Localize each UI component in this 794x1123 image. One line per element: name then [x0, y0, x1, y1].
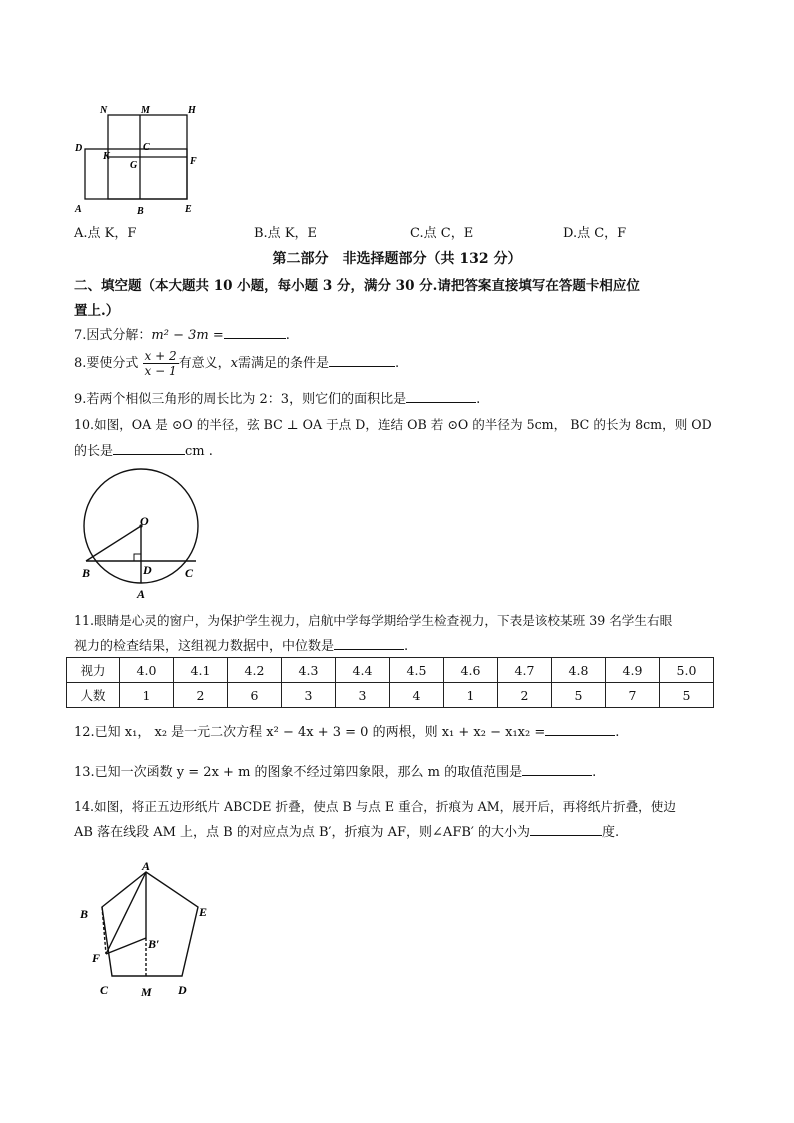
q10-radius-ob — [86, 526, 141, 561]
q13-text: 13.已知一次函数 y = 2x + m 的图象不经过第四象限，那么 m 的取值范围是 — [74, 765, 523, 780]
q8-fraction — [143, 349, 179, 378]
table-cell: 6 — [228, 683, 282, 708]
table-cell: 4.7 — [498, 658, 552, 683]
q14-answer-blank[interactable] — [530, 823, 602, 836]
q14-label-f: F — [92, 951, 101, 965]
q10-line2-suffix: cm . — [185, 444, 213, 459]
q7-prefix: 7.因式分解： — [74, 328, 152, 343]
q6-label-f: F — [190, 156, 197, 167]
table-row-vision — [67, 658, 714, 683]
q6-option-c[interactable]: C.点 C，E — [410, 226, 474, 241]
table-row-counts — [67, 683, 714, 708]
table-cell: 2 — [174, 683, 228, 708]
table-cell: 4.0 — [120, 658, 174, 683]
q11-line2-suffix: . — [404, 639, 409, 654]
q6-label-n: N — [100, 105, 108, 116]
q7-expr: m² − 3m = — [151, 328, 224, 343]
q7-answer-blank[interactable] — [224, 326, 286, 339]
q14-label-a: A — [142, 859, 151, 873]
q6-label-m: M — [141, 105, 150, 116]
q9-answer-blank[interactable] — [406, 390, 476, 403]
table-cell: 4.6 — [444, 658, 498, 683]
q6-label-a: A — [75, 204, 82, 215]
question-8 — [74, 349, 399, 378]
q10-circle-figure — [76, 460, 206, 605]
table-cell: 4.2 — [228, 658, 282, 683]
q11-answer-blank[interactable] — [334, 637, 404, 650]
q14-pentagon — [102, 872, 198, 976]
question-9 — [74, 390, 480, 409]
q14-label-b-prime: B′ — [148, 937, 160, 951]
table-cell: 4.9 — [606, 658, 660, 683]
question-14-line2 — [74, 823, 619, 842]
q6-label-e: E — [185, 204, 192, 215]
question-11-line1: 11.眼睛是心灵的窗户，为保护学生视力，启航中学每学期给学生检查视力，下表是该校某班 39 名学生右眼 — [74, 613, 673, 628]
q8-var: x — [230, 356, 238, 371]
q11-vision-table — [66, 657, 714, 708]
q12-text: 12.已知 x₁， x₂ 是一元二次方程 x² − 4x + 3 = 0 的两根，则 x₁ + x₂ − x₁x₂ = — [74, 725, 546, 740]
q6-label-k: K — [103, 151, 110, 162]
q6-figure — [70, 100, 210, 220]
q7-suffix: . — [285, 328, 290, 343]
q14-pentagon-figure — [74, 852, 224, 1002]
part-title: 第二部分 非选择题部分（共 132 分） — [272, 251, 522, 267]
q8-tail: 需满足的条件是 — [238, 356, 330, 371]
section-heading-line2: 置上.） — [74, 303, 120, 319]
section-heading-line1: 二、填空题（本大题共 10 小题，每小题 3 分，满分 30 分.请把答案直接填写在答题卡相应位 — [74, 278, 640, 294]
table-cell: 4.5 — [390, 658, 444, 683]
q14-label-b: B — [80, 907, 89, 921]
table-cell: 1 — [444, 683, 498, 708]
q6-label-h: H — [188, 105, 196, 116]
q10-label-b: B — [82, 566, 91, 580]
q10-label-a: A — [137, 587, 146, 601]
q13-answer-blank[interactable] — [522, 763, 592, 776]
table-cell: 2 — [498, 683, 552, 708]
table-cell: 4.8 — [552, 658, 606, 683]
question-10-line2 — [74, 442, 213, 461]
table-cell: 5 — [660, 683, 714, 708]
table-header-counts: 人数 — [67, 683, 120, 708]
table-cell: 4 — [390, 683, 444, 708]
q8-numerator: x + 2 — [144, 349, 177, 363]
q12-suffix: . — [615, 725, 620, 740]
table-cell: 3 — [282, 683, 336, 708]
q8-denominator: x − 1 — [144, 364, 177, 378]
q6-option-a[interactable]: A.点 K，F — [74, 226, 137, 241]
q6-label-b: B — [137, 206, 144, 217]
table-cell: 4.1 — [174, 658, 228, 683]
q6-label-c: C — [143, 142, 150, 153]
q10-answer-blank[interactable] — [113, 442, 185, 455]
q9-suffix: . — [476, 392, 481, 407]
question-13 — [74, 763, 596, 782]
question-14-line1: 14.如图，将正五边形纸片 ABCDE 折叠，使点 B 与点 E 重合，折痕为 AM，展开后，再将纸片折叠，使边 — [74, 799, 676, 814]
q12-answer-blank[interactable] — [545, 723, 615, 736]
q10-line2-prefix: 的长是 — [74, 444, 114, 459]
question-10-line1: 10.如图，OA 是 ⊙O 的半径，弦 BC ⊥ OA 于点 D，连结 OB 若 ⊙O 的半径为 5cm， BC 的长为 8cm，则 OD — [74, 417, 712, 432]
q11-line2-prefix: 视力的检查结果，这组视力数据中，中位数是 — [74, 639, 335, 654]
table-header-vision: 视力 — [67, 658, 120, 683]
table-cell: 3 — [336, 683, 390, 708]
q6-option-d[interactable]: D.点 C，F — [563, 226, 627, 241]
q6-label-d: D — [75, 143, 83, 154]
q6-option-b[interactable]: B.点 K，E — [254, 226, 318, 241]
q10-label-c: C — [185, 566, 194, 580]
table-cell: 1 — [120, 683, 174, 708]
q14-fold-af — [106, 872, 146, 954]
q14-label-m: M — [141, 985, 152, 999]
q10-label-d: D — [143, 563, 152, 577]
q14-line2-prefix: AB 落在线段 AM 上，点 B 的对应点为点 B′，折痕为 AF，则∠AFB′ 的大小为 — [74, 825, 530, 840]
q9-text: 9.若两个相似三角形的周长比为 2：3，则它们的面积比是 — [74, 392, 407, 407]
table-cell: 5 — [552, 683, 606, 708]
question-11-line2 — [74, 637, 408, 656]
q14-label-d: D — [178, 983, 187, 997]
table-cell: 7 — [606, 683, 660, 708]
q8-suffix: . — [395, 356, 400, 371]
q8-prefix: 8.要使分式 — [74, 356, 139, 371]
q14-line2-suffix: 度. — [601, 825, 620, 840]
q14-label-e: E — [199, 905, 208, 919]
q13-suffix: . — [592, 765, 597, 780]
table-cell: 5.0 — [660, 658, 714, 683]
q8-mid: 有意义， — [178, 356, 231, 371]
question-7 — [74, 326, 290, 345]
q14-label-c: C — [100, 983, 109, 997]
table-cell: 4.4 — [336, 658, 390, 683]
q10-label-o: O — [140, 514, 149, 528]
question-12 — [74, 723, 619, 742]
table-cell: 4.3 — [282, 658, 336, 683]
q8-answer-blank[interactable] — [329, 354, 395, 367]
q6-label-g: G — [130, 160, 138, 171]
